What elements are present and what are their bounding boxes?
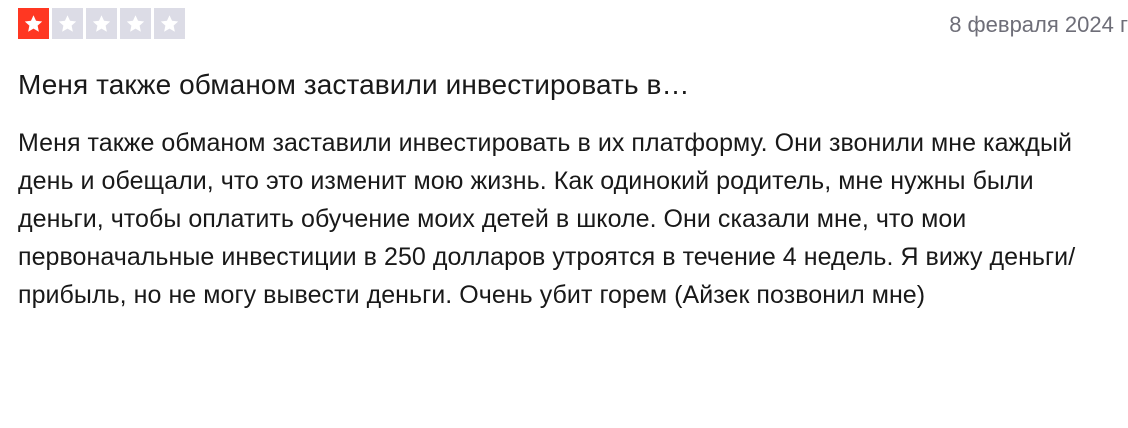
star-icon-3 — [86, 8, 117, 39]
star-icon-2 — [52, 8, 83, 39]
star-icon-5 — [154, 8, 185, 39]
review-date: 8 февраля 2024 г — [949, 12, 1128, 37]
star-icon-4 — [120, 8, 151, 39]
review-title: Меня также обманом заставили инвестировать в… — [18, 69, 690, 100]
review-body-text: Меня также обманом заставили инвестировать в их платформу. Они звонили мне каждый день и обещали, что это изменит мою жизнь. Как одинокий родитель, мне нужны были деньги, чтобы оплатить обучение моих детей в школе. Они сказали мне, что мои первоначальные инвестиции в 250 долларов утроятся в течение 4 недель. Я вижу деньги/прибыль, но не могу вывести деньги. Очень убит горем (Айзек позвонил мне) — [18, 129, 1076, 309]
review-header — [18, 8, 1128, 40]
star-icon-1 — [18, 8, 49, 39]
rating-stars — [18, 8, 185, 39]
